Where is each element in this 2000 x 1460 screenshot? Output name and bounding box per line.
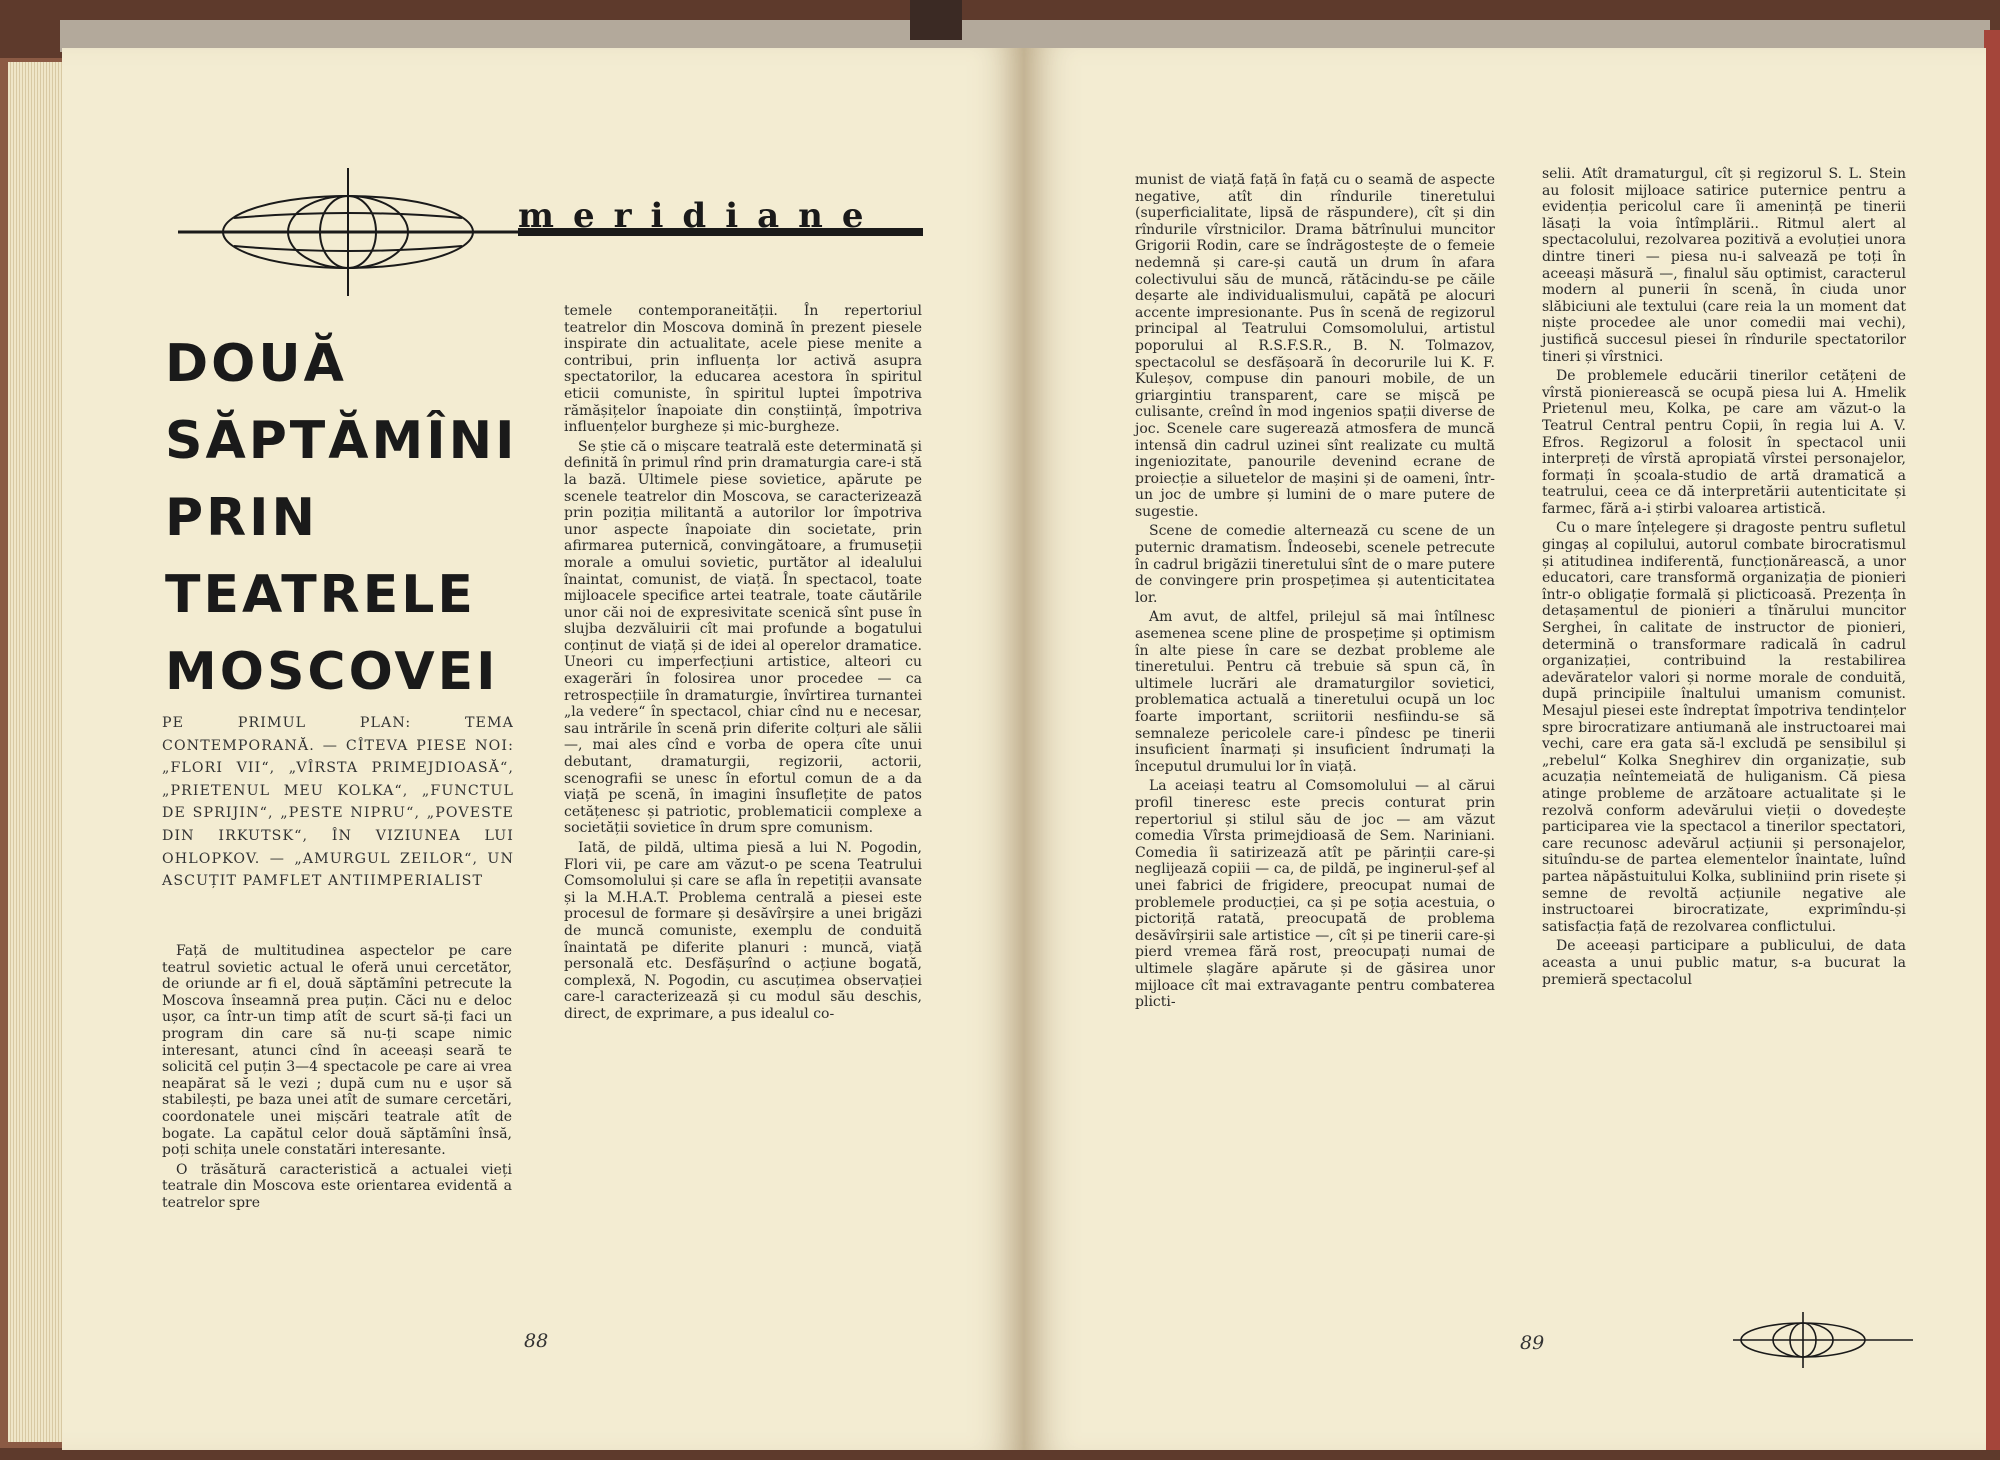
- text-column-right-1: [1135, 172, 1495, 1011]
- top-edge-dark: [910, 0, 962, 40]
- paragraph: De problemele educării tinerilor cetățeni de vîrstă pionierească se ocupă piesa lui A. Hmelik Prietenul meu, Kolka, pe care am văzut-o la Teatrul Central pentru Copii, în regia lui A. V. Efros. Regizorul a folosit în spectacol unii interpreți de vîrstă apropiată vîrstei personajelor, formați în școala-studio de artă dramatică a teatrului, ceea ce dă interpretării autenticitate și farmec, fără a-i știrbi valoarea artistică.: [1542, 368, 1906, 517]
- title-line: PRIN: [165, 488, 319, 548]
- title-line: DOUĂ: [165, 334, 347, 394]
- page-number-right: 89: [1520, 1332, 1545, 1354]
- book-cover-edge-right: [1984, 30, 2000, 1450]
- paragraph: Cu o mare înțelegere și dragoste pentru sufletul gingaș al copilului, autorul combate birocratismul și atitudinea indiferentă, funcționărească, a unor educatori, care transformă organizația de pionieri într-o obligație formală și plicticoasă. Prezența în detașamentul de pionieri a tînărului muncitor Serghei, în calitate de instructor de pionieri, determină o transformare radicală în cadrul organizației, contribuind la restabilirea adevăratelor valori și norme morale de conduită, după principiile înaltului umanism comunist. Mesajul piesei este îndreptat împotriva tendințelor spre birocratizare antiumană ale instructoarei mai vechi, care era gata să-l excludă pe sensibilul și „rebelul“ Kolka Sneghirev din organizație, sub acuzația neîntemeiată de huliganism. Că piesa atinge probleme de arzătoare actualitate și le rezolvă conform adevărului vieții o dovedește participarea vie la spectacol a tinerilor spectatori, care recunosc adevărul acțiunii și personajelor, situîndu-se de partea elementelor înaintate, luînd partea năpăstuitului Kolka, subliniind prin risete și semne de revoltă acțiunile negative ale instructoarei birocratizate, exprimîndu-și satisfacția față de rezolvarea conflictului.: [1542, 520, 1906, 935]
- paragraph: De aceeași participare a publicului, de data aceasta a unui public matur, s-a bucurat la premieră spectacolul: [1542, 938, 1906, 988]
- paragraph: Iată, de pildă, ultima piesă a lui N. Pogodin, Flori vii, pe care am văzut-o pe scena Teatrului Comsomolului și care se afla în repetiții avansate și la M.H.A.T. Problema centrală a piesei este procesul de formare și desăvîrșire a unei brigăzi de muncă comuniste, exemplu de conduită înaintată pe diferite planuri : muncă, viață personală etc. Desfășurînd o acțiune bogată, complexă, N. Pogodin, cu ascuțimea observației care-l caracterizează și cu modul său deschis, direct, de exprimare, a pus idealul co-: [564, 840, 922, 1022]
- page-number-left: 88: [524, 1330, 549, 1352]
- title-line: TEATRELE: [165, 565, 476, 625]
- paragraph: selii. Atît dramaturgul, cît și regizorul S. L. Stein au folosit mijloace satirice puternice pentru a evidenția pericolul care îi amenință pe tinerii lăsați la voia întîmplării.. Ritmul alert al spectacolului, rezolvarea pozitivă a evoluției unora dintre tineri — piesa nu-i salvează pe toți în aceeași măsură —, finalul său optimist, caracterul modern al punerii în scenă, în ciuda unor slăbiciuni ale textului (care reia la un moment dat niște procedee ale unor comedii mai vechi), justifică succesul piesei în rîndurile spectatorilor tineri și vîrstnici.: [1542, 166, 1906, 365]
- text-column-left-1: [162, 943, 512, 1212]
- paragraph: O trăsătură caracteristică a actualei vieți teatrale din Moscova este orientarea evidentă a teatrelor spre: [162, 1161, 512, 1211]
- text-column-right-2: [1542, 166, 1906, 988]
- section-title: meridiane: [518, 196, 883, 236]
- paragraph: Scene de comedie alternează cu scene de un puternic dramatism. Îndeosebi, scenele petrecute în cadrul brigăzii tineretului sînt de o mare putere de convingere prin prospețimea și autenticitatea lor.: [1135, 523, 1495, 606]
- paragraph: Față de multitudinea aspectelor pe care teatrul sovietic actual le oferă unui cercetător, de oriunde ar fi el, două săptămîni petrecute la Moscova înseamnă prea puțin. Căci nu e deloc ușor, ca într-un timp atît de scurt să-ți faci un program din care să nu-ți scape nimic interesant, atunci cînd în aceeași seară te solicită cel puțin 3—4 spectacole pe care ai vrea neapărat să le vezi ; după cum nu e ușor să stabilești, pe baza unei atît de sumare cercetări, coordonatele unei mișcări teatrale atît de bogate. La capătul celor două săptămîni însă, poți schița unele constatări interesante.: [162, 943, 512, 1159]
- title-line: SĂPTĂMÎNI: [165, 411, 518, 471]
- text-column-left-2: [564, 303, 922, 1023]
- paragraph: temele contemporaneității. În repertoriul teatrelor din Moscova domină în prezent piesele inspirate din actualitate, acele piese menite a contribui, prin influența lor activă asupra spectatorilor, la educarea acestora în spiritul eticii comuniste, în spiritul luptei împotriva rămășițelor înapoiate din conștiință, împotriva influențelor burgheze și mic-burgheze.: [564, 303, 922, 436]
- article-summary: PE PRIMUL PLAN: TEMA CONTEMPORANĂ. — CÎTEVA PIESE NOI: „FLORI VII“, „VÎRSTA PRIMEJDIOASĂ“, „PRIETENUL MEU KOLKA“, „FUNCTUL DE SPRIJIN“, „PESTE NIPRU“, „POVESTE DIN IRKUTSK“, ÎN VIZIUNEA LUI OHLOPKOV. — „AMURGUL ZEILOR“, UN ASCUȚIT PAMFLET ANTIIMPERIALIST: [162, 715, 514, 890]
- article-title: [165, 326, 517, 711]
- globe-footer-icon: [1733, 1310, 1913, 1370]
- paragraph: munist de viață față în față cu o seamă de aspecte negative, atît din rîndurile tineretului (superficialitate, lipsă de răspundere), cît și din rîndurile vîrstnicilor. Drama bătrînului muncitor Grigorii Rodin, care se îndrăgostește de o femeie nedemnă și care-și caută un drum în afara colectivului său de muncă, rătăcindu-se pe căile deșarte ale individualismului, capătă pe alocuri accente impresionante. Pus în scenă de regizorul principal al Teatrului Comsomolului, artistul poporului al R.S.F.S.R., B. N. Tolmazov, spectacolul se desfășoară în decorurile lui K. F. Kuleșov, compuse din panouri mobile, de un griargintiu transparent, care se mișcă pe culisante, creînd în mod ingenios spații diverse de joc. Scenele care sugerează atmosfera de muncă intensă din cadrul uzinei sînt realizate cu multă ingeniozitate, panourile devenind ecrane de proiecție a siluetelor de mașini și de oameni, într-un joc de umbre și lumini de o mare putere de sugestie.: [1135, 172, 1495, 520]
- paragraph: Se știe că o mișcare teatrală este determinată și definită în primul rînd prin dramaturgia care-i stă la bază. Ultimele piese sovietice, apărute pe scenele teatrelor din Moscova, se caracterizează prin poziția militantă a autorilor lor împotriva unor aspecte înapoiate din societate, prin afirmarea puternică, convingătoare, a frumuseții morale a omului sovietic, purtător al idealului înaintat, comunist, de viață. În spectacol, toate mijloacele specifice artei teatrale, toate căutările unor căi noi de expresivitate scenică sînt puse în slujba dezvăluirii cît mai profunde a bogatului conținut de viață și de idei al operelor dramatice. Uneori cu imperfecțiuni artistice, alteori cu exagerări în folosirea unor procedee — ca retrospecțiile în dramaturgie, învîrtirea turnantei „la vedere“ în spectacol, chiar cînd nu e necesar, sau intrările în scenă prin diferite colțuri ale sălii —, mai ales cînd e vorba de opera cîte unui debutant, dramaturgii, regizorii, actorii, scenografii se unesc în efortul comun de a da viață pe scenă, în imagini însuflețite de patos cetățenesc și patriotic, problematicii complexe a societății sovietice în drum spre comunism.: [564, 438, 922, 837]
- paragraph: Am avut, de altfel, prilejul să mai întîlnesc asemenea scene pline de prospețime și optimism în alte piese în care se dezbat probleme ale tineretului. Pentru că trebuie să spun că, în ultimele lucrări ale dramaturgilor sovietici, problematica actuală a tineretului ocupă un loc foarte important, scriitorii nesfiindu-se să semnaleze pericolele care-i pîndesc pe tinerii insuficient înarmați și insuficient îndrumați la începutul drumului lor în viață.: [1135, 609, 1495, 775]
- title-line: MOSCOVEI: [165, 642, 499, 702]
- page-stack: [8, 62, 66, 1442]
- paragraph: La aceiași teatru al Comsomolului — al cărui profil tineresc este precis conturat prin repertoriul și stilul său de joc — am văzut comedia Vîrsta primejdioasă de Sem. Nariniani. Comedia îi satirizează atît pe părinții care-și neglijează copiii — ca, de pildă, pe inginerul-șef al unei fabrici de frigidere, preocupat numai de problemele producției, ca și pe soția acestuia, o pictoriță ratată, preocupată de problema desăvîrșirii sale artistice —, cît și pe tinerii care-și pierd vremea fără rost, preocupați numai de ultimele șlagăre apărute și de găsirea unor mijloace cît mai extravagante pentru combaterea plicti-: [1135, 778, 1495, 1011]
